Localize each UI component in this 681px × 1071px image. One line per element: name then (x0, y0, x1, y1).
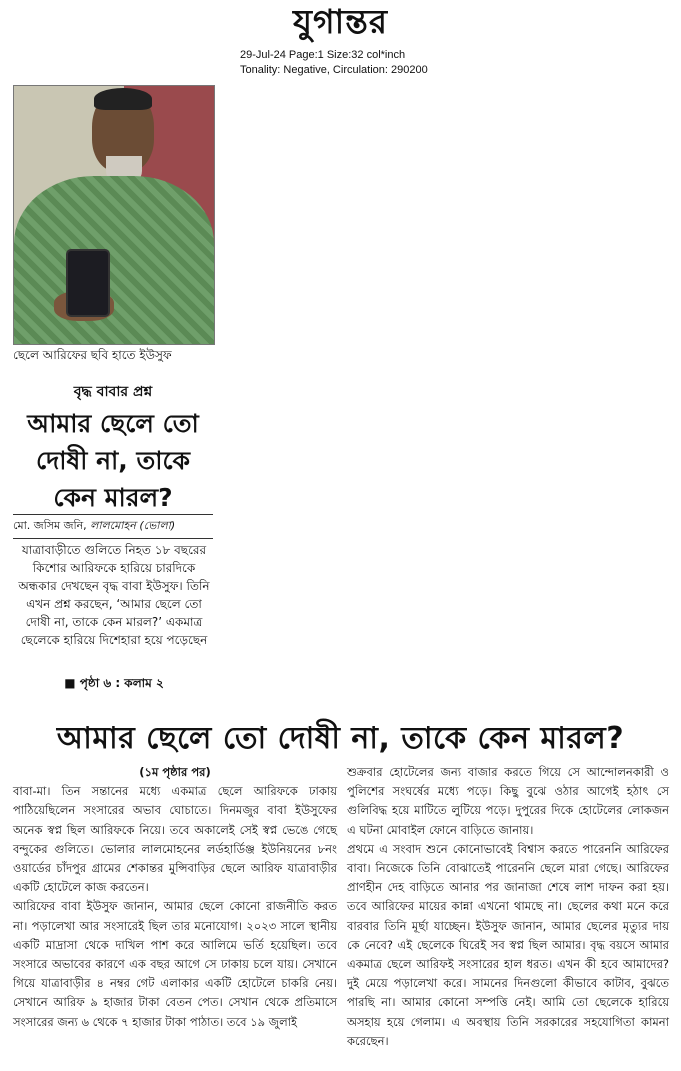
photo-man-hair (94, 88, 152, 110)
page-jump-reference: ■ পৃষ্ঠা ৬ : কলাম ২ (64, 676, 164, 690)
newspaper-masthead: যুগান্তর (292, 2, 389, 41)
front-headline (13, 405, 213, 516)
clipping-meta (240, 48, 428, 78)
column-1-paragraph-2: আরিফের বাবা ইউসুফ জানান, আমার ছেলে কোনো রাজনীতি করত না। পড়ালেখা আর সংসারেই ছিল তার মনোযোগ। ২০২৩ সালে স্থানীয় একটি মাদ্রাসা থেকে দাখিল পাশ করে আলিমে ভর্তি হয়েছিল। তবে সংসারে অভাবের কারণে এক বছর আগে সে ঢাকায় চলে যায়। সেখানে গিয়ে যাত্রাবাড়ীর ৪ নম্বর গেট এলাকার একটি হোটেলে চাকরি নেয়। সেখানে আরিফ ৯ হাজার টাকা বেতন পেত। সেখান থেকে প্রতিমাসে সংসারের জন্য ৬ থেকে ৭ হাজার টাকা পাঠাত। তবে ১৯ জুলাই (13, 899, 337, 1029)
byline-name: মো. জসিম জনি, (13, 519, 91, 532)
photo-mobile-phone (66, 249, 110, 317)
column-2-paragraph-2: প্রথমে এ সংবাদ শুনে কোনোভাবেই বিশ্বাস করতে পারেননি আরিফের বাবা। নিজেকে তিনি বোঝাতেই পারেননি ছেলে মারা গেছে। আরিফের প্রাণহীন দেহ বাড়িতে আনার পর জানাজা শেষে লাশ দাফন করা হয়। তবে আরিফের মায়ের কান্না এখনো থামছে না। ছেলের কথা মনে করে বারবার তিনি মূর্ছা যাচ্ছেন। ইউসুফ জানান, আমার ছেলের মৃত্যুর দায় কে নেবে? এই ছেলেকে ঘিরেই সব স্বপ্ন ছিল আমার। বৃদ্ধ বয়সে আমার একমাত্র ছেলে আরিফই সংসারের হাল ধরত। এখন কী হবে আমাদের? দুই মেয়ে পড়ালেখা করে। সামনের দিনগুলো কীভাবে কাটাব, বুঝতে পারছি না। আমার কোনো সম্পত্তি নেই। আমি তো ছেলেকে হারিয়ে অসহায় হয়ে গেলাম। এ অবস্থায় তিনি সরকারের সহযোগিতা কামনা করেছেন। (347, 841, 669, 1048)
headline-line-2: দোষী না, তাকে (35, 446, 191, 475)
byline-place: লালমোহন (ভোলা) (90, 519, 176, 532)
meta-date-page-size: 29-Jul-24 Page:1 Size:32 col*inch (240, 49, 406, 61)
continued-from-label: (১ম পৃষ্ঠার পর) (139, 765, 211, 779)
continuation-column-1 (13, 763, 337, 1032)
story-kicker: বৃদ্ধ বাবার প্রশ্ন (73, 384, 153, 400)
byline (13, 514, 213, 539)
story-summary: যাত্রাবাড়ীতে গুলিতে নিহত ১৮ বছরের কিশোর আরিফকে হারিয়ে চারদিকে অন্ধকার দেখছেন বৃদ্ধ বাবা ইউসুফ। তিনি এখন প্রশ্ন করছেন, ‘আমার ছেলে তো দোষী না, তাকে কেন মারল?’ একমাত্র ছেলেকে হারিয়ে দিশেহারা হয়ে পড়েছেন (18, 543, 210, 647)
headline-line-1: আমার ছেলে তো (27, 409, 199, 438)
meta-tonality-circulation: Tonality: Negative, Circulation: 290200 (240, 64, 428, 76)
continuation-column-2 (347, 763, 669, 1051)
continuation-headline: আমার ছেলে তো দোষী না, তাকে কেন মারল? (56, 721, 625, 756)
news-photo (13, 85, 215, 345)
headline-line-3: কেন মারল? (53, 483, 173, 512)
column-2-paragraph-1: শুক্রবার হোটেলের জন্য বাজার করতে গিয়ে সে আন্দোলনকারী ও পুলিশের সংঘর্ষের মধ্যে পড়ে। কিছু বুঝে ওঠার আগেই হঠাৎ সে গুলিবিদ্ধ হয়ে মাটিতে লুটিয়ে পড়ে। দুপুরের দিকে হোটেলের লোকজন এ ঘটনা মোবাইল ফোনে বাড়িতে জানায়। (347, 765, 669, 837)
photo-green-shawl (14, 176, 214, 344)
photo-caption: ছেলে আরিফের ছবি হাতে ইউসুফ (13, 348, 172, 362)
column-1-paragraph-1: বাবা-মা। তিন সন্তানের মধ্যে একমাত্র ছেলে আরিফকে ঢাকায় পাঠিয়েছিলেন সংসারের অভাব ঘোচাতে। দিনমজুর বাবা ইউসুফের অনেক স্বপ্ন ছিল আরিফকে নিয়ে। তবে অকালেই সেই স্বপ্ন ভেঙে গেছে বন্দুকের গুলিতে। ভোলার লালমোহনের লর্ডহার্ডিঞ্জ ইউনিয়নের ৮নং ওয়ার্ডের চাঁদপুর গ্রামের শেকান্তর মুন্সিবাড়ির ছেলে আরিফ যাত্রাবাড়ীর একটি হোটেলে কাজ করতেন। (13, 784, 337, 895)
